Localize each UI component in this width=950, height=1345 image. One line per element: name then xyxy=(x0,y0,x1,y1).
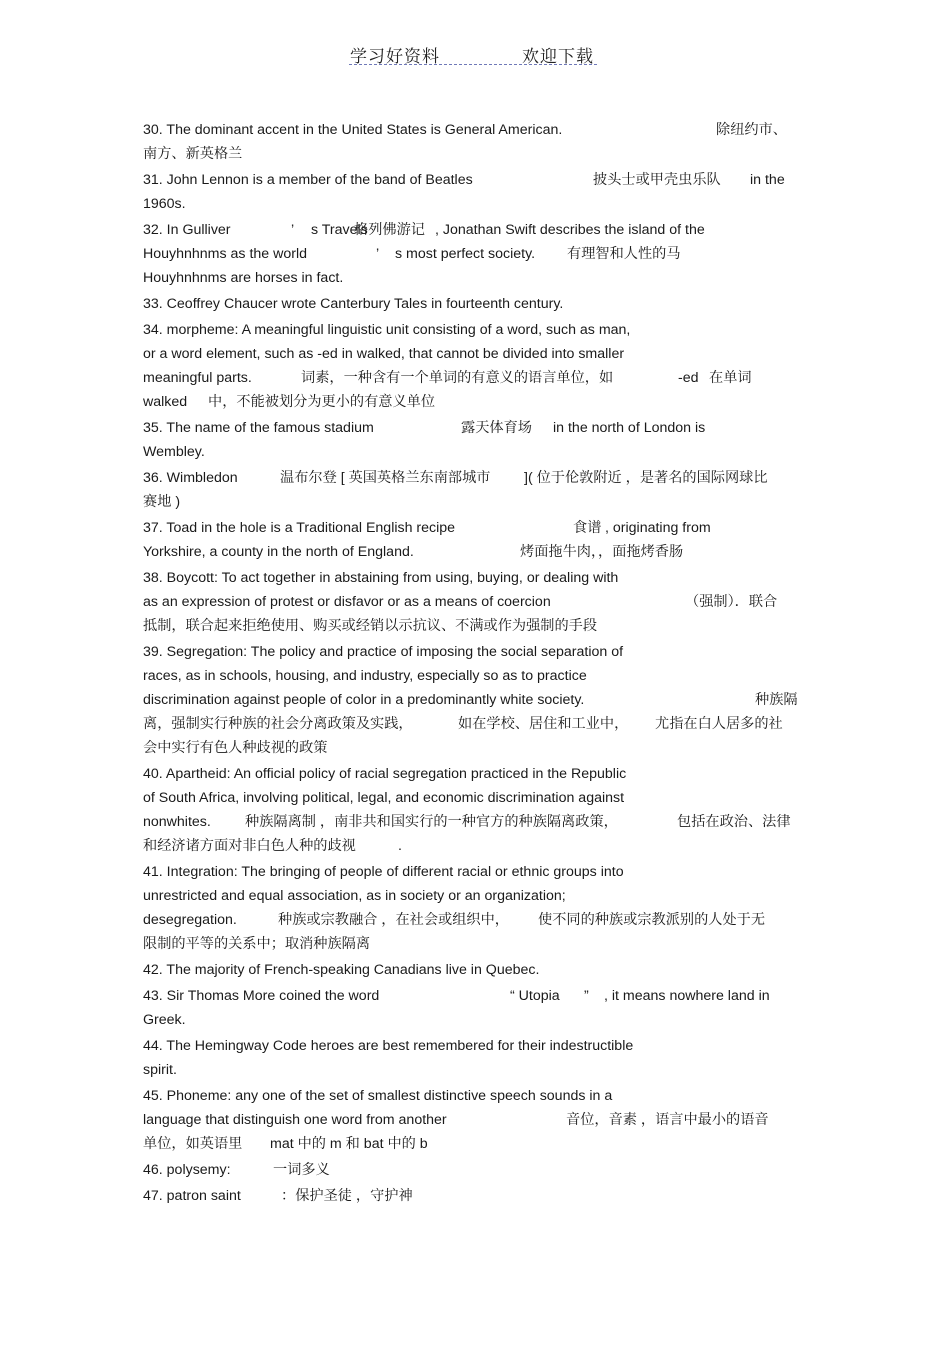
text-line xyxy=(143,934,813,960)
text-line xyxy=(143,886,813,910)
text-segment: ’ xyxy=(291,222,295,238)
text-line xyxy=(143,368,813,392)
text-line xyxy=(143,910,813,934)
text-line xyxy=(143,1010,813,1036)
text-line xyxy=(143,492,813,518)
text-segment: 如在学校、居住和工业中， xyxy=(458,716,629,732)
text-segment: in the xyxy=(750,172,785,188)
text-line xyxy=(143,320,813,344)
text-segment: 38. Boycott: To act together in abstaining from using, buying, or dealing with xyxy=(143,570,619,586)
text-line xyxy=(143,392,813,418)
text-segment: 使不同的种族或宗教派别的人处于无 xyxy=(538,912,766,928)
text-line xyxy=(143,1086,813,1110)
text-line xyxy=(143,294,813,320)
text-segment: . xyxy=(398,838,402,854)
text-line xyxy=(143,862,813,886)
text-segment: 39. Segregation: The policy and practice of imposing the social separation of xyxy=(143,644,624,660)
text-segment: “ Utopia xyxy=(510,988,560,1004)
text-line xyxy=(143,642,813,666)
text-segment: ’ xyxy=(376,246,380,262)
text-segment: 南方、新英格兰 xyxy=(143,146,243,162)
text-segment: Houyhnhnms as the world xyxy=(143,246,308,262)
text-segment: language that distinguish one word from another xyxy=(143,1112,447,1128)
text-line xyxy=(143,666,813,690)
glossary-body xyxy=(143,120,813,1210)
text-line xyxy=(143,738,813,764)
text-segment: （强制）．联合 xyxy=(685,594,778,610)
text-line xyxy=(143,144,813,170)
text-segment: races, as in schools, housing, and industry, especially so as to practice xyxy=(143,668,587,684)
text-line xyxy=(143,592,813,616)
text-segment: 赛地 ) xyxy=(143,494,181,510)
header-left-text: 学习好资料 xyxy=(350,47,440,66)
page-header xyxy=(349,40,597,65)
text-line xyxy=(143,714,813,738)
text-segment: spirit. xyxy=(143,1062,177,1078)
text-segment: 47. patron saint xyxy=(143,1188,241,1204)
text-segment: 尤指在白人居多的社 xyxy=(655,716,783,732)
text-segment: 44. The Hemingway Code heroes are best remembered for their indestructible xyxy=(143,1038,634,1054)
text-segment: 有理智和人性的马 xyxy=(567,246,681,262)
text-segment: ]( 位于伦敦附近 ，是著名的国际网球比 xyxy=(524,470,768,486)
text-segment: 40. Apartheid: An official policy of racial segregation practiced in the Republic xyxy=(143,766,627,782)
text-line xyxy=(143,518,813,542)
text-segment: 音位，音素 ，语言中最小的语音 xyxy=(566,1112,769,1128)
text-segment: 露天体育场 xyxy=(461,420,532,436)
text-line xyxy=(143,194,813,220)
text-segment: 离，强制实行种族的社会分离政策及实践， xyxy=(143,716,413,732)
text-segment: in the north of London is xyxy=(553,420,706,436)
text-segment: 包括在政治、法律 xyxy=(677,814,791,830)
text-line xyxy=(143,764,813,788)
text-segment: 33. Ceoffrey Chaucer wrote Canterbury Tales in fourteenth century. xyxy=(143,296,564,312)
text-segment: 抵制，联合起来拒绝使用、购买或经销以示抗议、不满或作为强制的手段 xyxy=(143,618,598,634)
text-line xyxy=(143,542,813,568)
text-line xyxy=(143,788,813,812)
text-line xyxy=(143,468,813,492)
text-line xyxy=(143,568,813,592)
text-segment: 42. The majority of French-speaking Canadians live in Quebec. xyxy=(143,962,540,978)
text-segment: 34. morpheme: A meaningful linguistic unit consisting of a word, such as man, xyxy=(143,322,631,338)
text-line xyxy=(143,1060,813,1086)
text-line xyxy=(143,244,813,268)
text-segment: as an expression of protest or disfavor or as a means of coercion xyxy=(143,594,551,610)
text-line xyxy=(143,836,813,862)
text-segment: 单位，如英语里 xyxy=(143,1136,243,1152)
text-segment: 31. John Lennon is a member of the band of Beatles xyxy=(143,172,473,188)
text-line xyxy=(143,344,813,368)
text-segment: 一词多义 xyxy=(273,1162,330,1178)
text-segment: Yorkshire, a county in the north of England. xyxy=(143,544,414,560)
text-segment: 45. Phoneme: any one of the set of smallest distinctive speech sounds in a xyxy=(143,1088,613,1104)
text-line xyxy=(143,220,813,244)
text-line xyxy=(143,616,813,642)
text-segment: 30. The dominant accent in the United States is General American. xyxy=(143,122,563,138)
text-segment: 词素，一种含有一个单词的有意义的语言单位，如 xyxy=(301,370,614,386)
text-segment: 除纽约市、 xyxy=(716,122,787,138)
text-segment: Greek. xyxy=(143,1012,186,1028)
text-segment: walked xyxy=(143,394,188,410)
text-segment: 中，不能被划分为更小的有意义单位 xyxy=(208,394,436,410)
text-segment: of South Africa, involving political, legal, and economic discrimination against xyxy=(143,790,625,806)
text-line xyxy=(143,812,813,836)
text-segment: 32. In Gulliver xyxy=(143,222,231,238)
text-segment: 在单词 xyxy=(709,370,752,386)
text-segment: 41. Integration: The bringing of people of different racial or ethnic groups into xyxy=(143,864,624,880)
text-segment: , Jonathan Swift describes the island of the xyxy=(435,222,705,238)
text-segment: 37. Toad in the hole is a Traditional English recipe xyxy=(143,520,456,536)
text-line xyxy=(143,960,813,986)
text-line xyxy=(143,418,813,442)
text-segment: or a word element, such as -ed in walked, that cannot be divided into smaller xyxy=(143,346,625,362)
text-line xyxy=(143,690,813,714)
text-line xyxy=(143,268,813,294)
text-line xyxy=(143,1160,813,1186)
text-line xyxy=(143,1134,813,1160)
text-segment: mat 中的 m 和 bat 中的 b xyxy=(270,1136,428,1152)
text-segment: desegregation. xyxy=(143,912,237,928)
text-segment: 烤面拖牛肉，，面拖烤香肠 xyxy=(520,544,684,560)
header-right-text: 欢迎下载 xyxy=(522,47,594,66)
text-segment: 种族隔离制 ，南非共和国实行的一种官方的种族隔离政策， xyxy=(245,814,618,830)
text-segment: discrimination against people of color in a predominantly white society. xyxy=(143,692,585,708)
text-line xyxy=(143,1110,813,1134)
text-segment: , it means nowhere land in xyxy=(604,988,770,1004)
text-segment: 46. polysemy: xyxy=(143,1162,231,1178)
text-segment: 和经济诸方面对非白色人种的歧视 xyxy=(143,838,356,854)
text-segment: 披头士或甲壳虫乐队 xyxy=(593,172,721,188)
text-segment: 36. Wimbledon xyxy=(143,470,238,486)
text-segment: 种族或宗教融合 ，在社会或组织中， xyxy=(278,912,509,928)
text-segment: Houyhnhnms are horses in fact. xyxy=(143,270,344,286)
text-segment: nonwhites. xyxy=(143,814,211,830)
text-segment: ” xyxy=(584,988,589,1004)
text-segment: 会中实行有色人种歧视的政策 xyxy=(143,740,328,756)
text-segment: 格列佛游记 xyxy=(354,222,425,238)
text-segment: 限制的平等的关系中；取消种族隔离 xyxy=(143,936,371,952)
text-segment: s Travels xyxy=(311,222,368,238)
text-segment: 种族隔 xyxy=(755,692,798,708)
text-segment: meaningful parts. xyxy=(143,370,252,386)
text-segment: 温布尔登 [ 英国英格兰东南部城市 xyxy=(280,470,491,486)
text-segment: ：保护圣徒 ，守护神 xyxy=(281,1188,413,1204)
text-line xyxy=(143,120,813,144)
text-line xyxy=(143,1186,813,1210)
text-segment: unrestricted and equal association, as in society or an organization; xyxy=(143,888,566,904)
text-line xyxy=(143,170,813,194)
text-line xyxy=(143,442,813,468)
text-line xyxy=(143,1036,813,1060)
text-segment: 食谱 xyxy=(573,520,602,536)
text-segment: 43. Sir Thomas More coined the word xyxy=(143,988,380,1004)
text-segment: , originating from xyxy=(605,520,711,536)
text-segment: Wembley. xyxy=(143,444,205,460)
text-segment: 35. The name of the famous stadium xyxy=(143,420,374,436)
text-segment: 1960s. xyxy=(143,196,186,212)
text-segment: -ed xyxy=(678,370,699,386)
text-segment: s most perfect society. xyxy=(395,246,536,262)
text-line xyxy=(143,986,813,1010)
